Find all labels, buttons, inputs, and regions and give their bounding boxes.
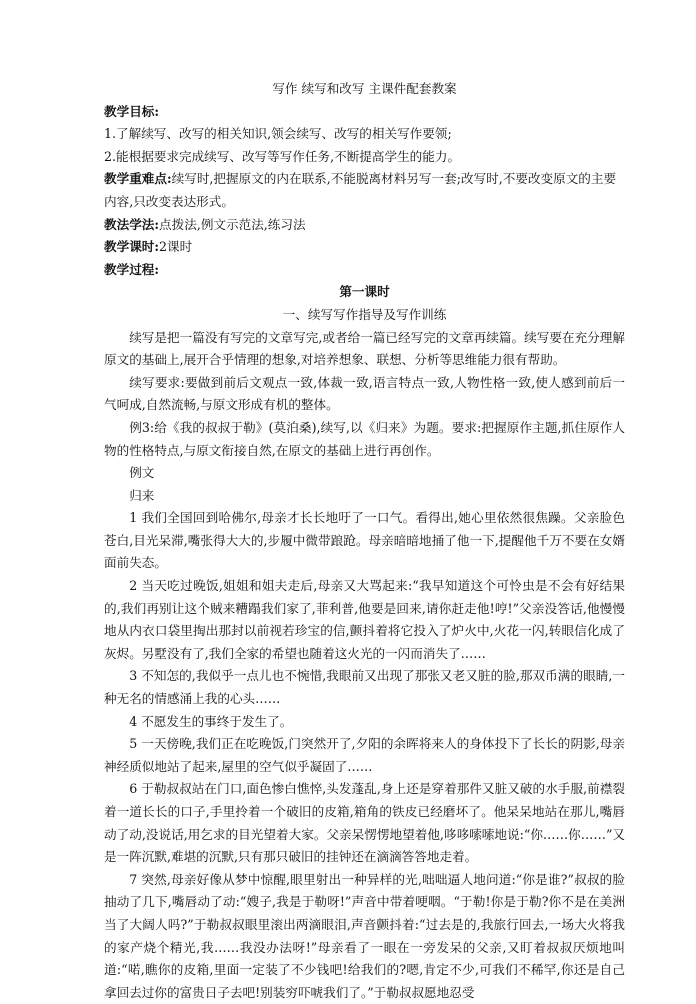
process-label: 教学过程: [104, 261, 160, 277]
section-heading: 一、续写写作指导及写作训练 [282, 306, 447, 322]
goal-2: 2.能根据要求完成续写、改写等写作任务,不断提高学生的能力。 [104, 148, 461, 164]
hours-label: 教学课时: [104, 239, 160, 255]
story-paragraph: 7 突然,母亲好像从梦中惊醒,眼里射出一种异样的光,咄咄逼人地问道:“你是谁?”叔叔的脸抽动了几下,嘴唇动了动:“嫂子,我是于勒呀!”声音中带着哽咽。“于勒!你是于勒?你不是在美洲当了大阔人吗?”于勒叔叔眼里滚出两滴眼泪,声音颤抖着:“过去是的,我旅行回去,一场大火将我的家产烧个精光,我……我没办法呀!”母亲看了一眼在一旁发呆的父亲,又盯着叔叔厌烦地叫道:“喏,瞧你的皮箱,里面一定装了不少钱吧!给我们的?嗯,肯定不少,可我们不稀罕,你还是自己拿回去过你的富贵日子去吧!别装穷吓唬我们了。”于勒叔叔愿地忍受 [104, 871, 625, 1000]
goal-1: 1.了解续写、改写的相关知识,领会续写、改写的相关写作要领; [104, 126, 452, 142]
paragraph-continuation-definition: 续写是把一篇没有写完的文章写完,或者给一篇已经写完的文章再续篇。续写要在充分理解原文的基础上,展开合乎情理的想象,对培养想象、联想、分析等思维能力很有帮助。 [104, 329, 625, 368]
story-paragraph: 2 当天吃过晚饭,姐姐和姐夫走后,母亲又大骂起来:“我早知道这个可怜虫是不会有好结果的,我们再别让这个贼来糟蹋我们家了,菲利普,他要是回来,请你赶走他!哼!”父亲没答话,他慢慢地从内衣口袋里掏出那封以前视若珍宝的信,颤抖着将它投入了炉火中,火花一闪,转眼信化成了灰烬。另墅没有了,我们全家的希望也随着这火光的一闪而消失了…… [104, 578, 625, 661]
example-label: 例文 [129, 465, 155, 481]
story-title: 归来 [129, 487, 155, 503]
story-paragraph: 1 我们全国回到哈佛尔,母亲才长长地吁了一口气。看得出,她心里依然很焦躁。父亲脸色苍白,目光呆滞,嘴张得大大的,步履中微带踉跄。母亲暗暗地捅了他一下,提醒他千万不要在女婿面前失态。 [104, 510, 625, 571]
story-paragraph: 6 于勒叔叔站在门口,面色惨白憔悴,头发蓬乱,身上还是穿着那件又脏又破的水手服,前襟裂着一道长长的口子,手里拎着一个破旧的皮箱,箱角的铁皮已经磨坏了。他呆呆地站在那儿,嘴唇动了动,没说话,用乞求的目光望着大家。父亲呆愣愣地望着他,哆哆嗦嗦地说:“你……你……”又是一阵沉默,难堪的沉默,只有那只破旧的挂钟还在滴滴答答地走着。 [104, 781, 625, 865]
methods-label: 教法学法: [104, 216, 160, 232]
story-paragraph: 5 一天傍晚,我们正在吃晚饭,门突然开了,夕阳的余晖将来人的身体投下了长长的阴影,母亲神经质似地站了起来,屋里的空气似乎凝固了…… [104, 736, 625, 774]
goals-label: 教学目标: [104, 103, 160, 119]
paragraph-continuation-requirements: 续写要求:要做到前后文观点一致,体裁一致,语言特点一致,人物性格一致,使人感到前后一气呵成,自然流畅,与原文形成有机的整体。 [104, 374, 625, 413]
hours [104, 236, 625, 259]
methods-text: 点拨法,例文示范法,练习法 [159, 216, 306, 232]
methods [104, 214, 625, 237]
document-title: 写作 续写和改写 主课件配套教案 [272, 81, 457, 96]
story-paragraph: 3 不知怎的,我似乎一点儿也不惋惜,我眼前又出现了那张又老又脏的脸,那双币满的眼睛,一种无名的情感涌上我的心头…… [104, 668, 625, 707]
story-paragraph: 4 不愿发生的事终于发生了。 [129, 713, 293, 729]
keypoints-label: 教学重难点: [104, 171, 172, 187]
document-page [104, 78, 625, 1004]
keypoints [104, 168, 625, 213]
keypoints-text: 续写时,把握原文的内在联系,不能脱离材料另写一套;改写时,不要改变原文的主要内容,只改变表达形式。 [104, 171, 617, 209]
hours-text: 2课时 [159, 239, 193, 255]
paragraph-example-3: 例3:给《我的叔叔于勒》(莫泊桑),续写,以《归来》为题。要求:把握原作主题,抓住原作人物的性格特点,与原文衔接自然,在原文的基础上进行再创作。 [104, 419, 625, 458]
lesson-heading: 第一课时 [339, 284, 390, 300]
